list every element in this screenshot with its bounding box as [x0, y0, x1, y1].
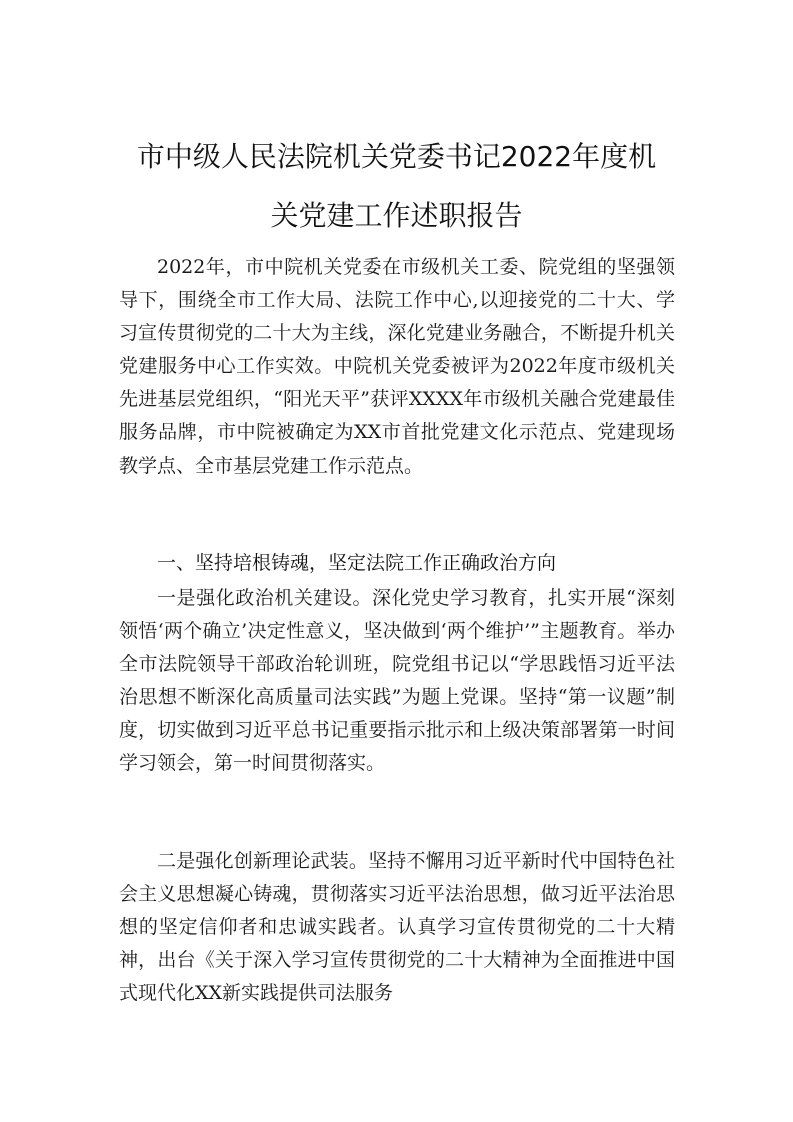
body-paragraph-1: 一是强化政治机关建设。深化党史学习教育，扎实开展“深刻领悟‘两个确立’决定性意义，坚决做到‘两个维护’”主题教育。举办全市法院领导干部政治轮训班，院党组书记以“学思践悟习近平法治思想不断深化高质量司法实践”为题上党课。坚持“第一议题”制度，切实做到习近平总书记重要指示批示和上级决策部署第一时间学习领会，第一时间贯彻落实。: [119, 587, 675, 775]
intro-paragraph: 2022年，市中院机关党委在市级机关工委、院党组的坚强领导下，围绕全市工作大局、法院工作中心,以迎接党的二十大、学习宣传贯彻党的二十大为主线，深化党建业务融合，不断提升机关党建服务中心工作实效。中院机关党委被评为2022年度市级机关先进基层党组织，“阳光天平”获评XXXX年市级机关融合党建最佳服务品牌，市中院被确定为XX市首批党建文化示范点、党建现场教学点、全市基层党建工作示范点。: [119, 256, 675, 477]
document-title-line-1: 市中级人民法院机关党委书记2022年度机: [136, 140, 657, 173]
body-paragraph-2: 二是强化创新理论武装。坚持不懈用习近平新时代中国特色社会主义思想凝心铸魂，贯彻落实习近平法治思想，做习近平法治思想的坚定信仰者和忠诚实践者。认真学习宣传贯彻党的二十大精神，出台《关于深入学习宣传贯彻党的二十大精神为全面推进中国式现代化XX新实践提供司法服务: [119, 850, 675, 1005]
section-heading-1: 一、坚持培根铸魂，坚定法院工作正确政治方向: [157, 552, 557, 574]
document-title-line-2: 关党建工作述职报告: [270, 199, 523, 232]
